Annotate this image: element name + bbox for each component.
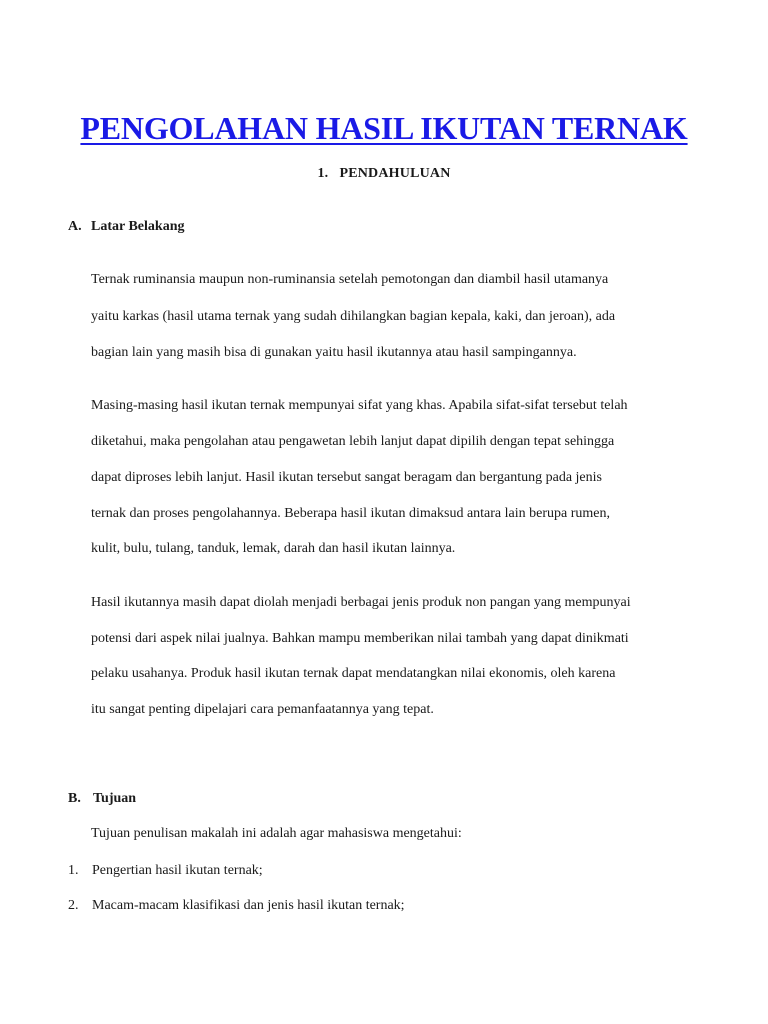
paragraph-line: kulit, bulu, tulang, tanduk, lemak, darah dan hasil ikutan lainnya. — [91, 541, 456, 556]
section-b-title: Tujuan — [93, 791, 137, 806]
section-b-intro: Tujuan penulisan makalah ini adalah agar mahasiswa mengetahui: — [91, 826, 462, 841]
paragraph-line: Masing-masing hasil ikutan ternak mempunyai sifat yang khas. Apabila sifat-sifat tersebut telah — [91, 398, 628, 413]
paragraph-line: pelaku usahanya. Produk hasil ikutan ternak dapat mendatangkan nilai ekonomis, oleh karena — [91, 666, 616, 681]
paragraph-line: Ternak ruminansia maupun non-ruminansia setelah pemotongan dan diambil hasil utamanya — [91, 272, 609, 287]
section-a-heading — [68, 219, 184, 235]
paragraph-line: bagian lain yang masih bisa di gunakan yaitu hasil ikutannya atau hasil sampingannya. — [91, 345, 577, 360]
chapter-heading — [0, 166, 768, 182]
chapter-label: PENDAHULUAN — [339, 166, 451, 181]
chapter-number: 1. — [317, 166, 329, 181]
list-item-number: 2. — [68, 898, 79, 913]
paragraph-line: Hasil ikutannya masih dapat diolah menjadi berbagai jenis produk non pangan yang mempunyai — [91, 595, 631, 610]
paragraph-line: ternak dan proses pengolahannya. Beberapa hasil ikutan dimaksud antara lain berupa rumen, — [91, 506, 610, 521]
paragraph-line: yaitu karkas (hasil utama ternak yang sudah dihilangkan bagian kepala, kaki, dan jeroan), ada — [91, 309, 616, 324]
list-item-text: Macam-macam klasifikasi dan jenis hasil ikutan ternak; — [92, 898, 405, 913]
list-item — [68, 863, 263, 879]
paragraph-line: potensi dari aspek nilai jualnya. Bahkan mampu memberikan nilai tambah yang dapat dinikmati — [91, 631, 629, 646]
paragraph-line: diketahui, maka pengolahan atau pengawetan lebih lanjut dapat dipilih dengan tepat sehingga — [91, 434, 615, 449]
document-title: PENGOLAHAN HASIL IKUTAN TERNAK — [80, 110, 688, 146]
section-a-title: Latar Belakang — [91, 219, 185, 234]
list-item-text: Pengertian hasil ikutan ternak; — [92, 863, 263, 878]
section-a-marker: A. — [68, 219, 82, 234]
list-item-number: 1. — [68, 863, 79, 878]
list-item — [68, 898, 405, 914]
section-b-marker: B. — [68, 791, 81, 806]
section-b-heading — [68, 791, 136, 807]
paragraph-line: dapat diproses lebih lanjut. Hasil ikutan tersebut sangat beragam dan bergantung pada jenis — [91, 470, 602, 485]
paragraph-line: itu sangat penting dipelajari cara pemanfaatannya yang tepat. — [91, 702, 434, 717]
